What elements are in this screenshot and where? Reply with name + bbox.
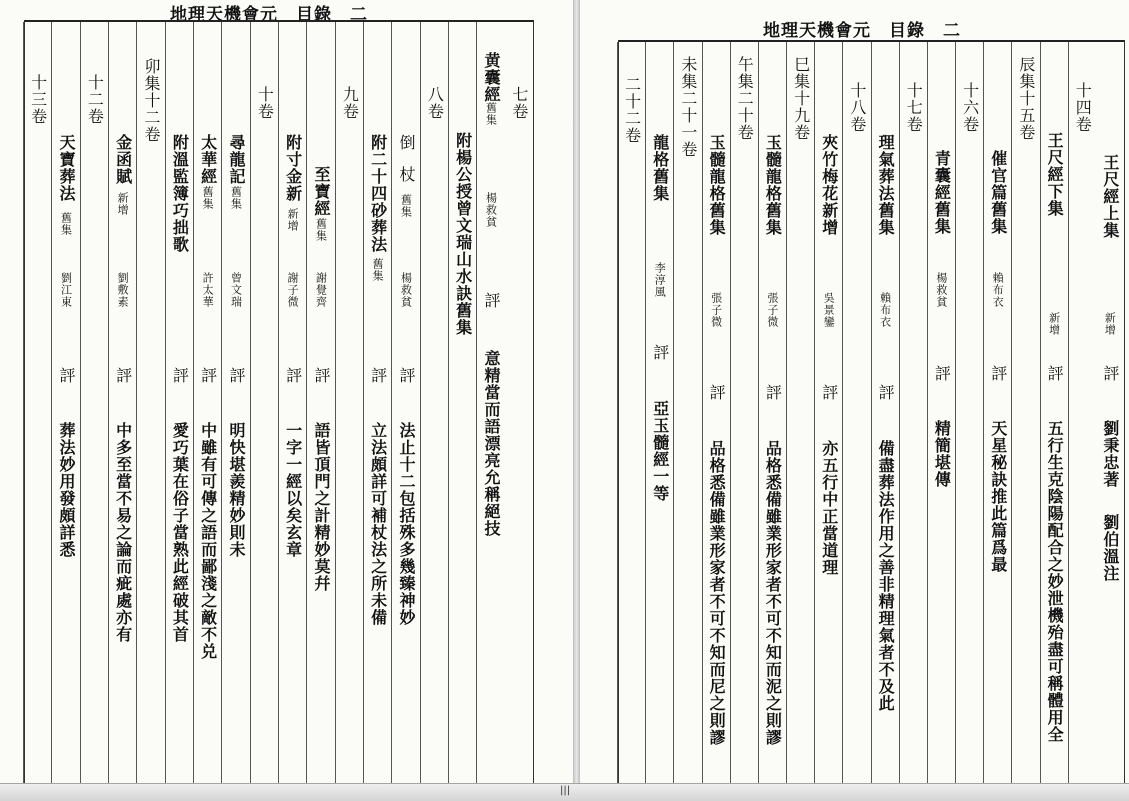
toc-column <box>23 22 51 783</box>
toc-text: 王尺經上集 <box>1100 154 1120 239</box>
toc-text: 天星秘訣推此篇爲最 <box>988 420 1008 573</box>
toc-text: 卯集十二卷 <box>142 58 161 143</box>
toc-annotation: 舊集 <box>59 212 73 236</box>
toc-column <box>730 42 758 783</box>
toc-column <box>645 42 673 783</box>
page-number: 二 <box>943 21 961 41</box>
toc-column <box>108 22 136 783</box>
toc-annotation: 謝子微 <box>286 272 300 308</box>
toc-text: 一字一經以矣玄章 <box>283 422 303 558</box>
toc-annotation: 李淳風 <box>653 262 667 298</box>
toc-text: 附寸金新 <box>283 134 303 202</box>
toc-text: 尋龍記 <box>227 134 246 185</box>
toc-text: 愛巧葉在俗子當熟此經破其首 <box>170 422 190 643</box>
toc-annotation: 新增 <box>116 192 130 216</box>
toc-text: 十二卷 <box>85 74 105 125</box>
toc-text: 評 <box>57 367 76 384</box>
toc-column <box>476 22 504 783</box>
toc-column <box>448 22 476 783</box>
toc-text: 巳集十九卷 <box>791 56 811 141</box>
toc-text: 中多至當不易之論而疵處亦有 <box>113 422 133 643</box>
toc-column <box>278 22 306 783</box>
toc-column <box>899 42 927 783</box>
toc-annotation: 劉江東 <box>59 272 73 308</box>
toc-text: 劉秉忠著 <box>1100 420 1120 488</box>
toc-text: 十八卷 <box>847 82 867 133</box>
toc-text: 評 <box>1100 365 1120 382</box>
toc-annotation: 吳景鑾 <box>822 292 836 328</box>
toc-annotation: 劉敷素 <box>116 272 130 308</box>
toc-column <box>758 42 786 783</box>
toc-annotation: 舊集 <box>484 102 498 126</box>
toc-text: 夾竹梅花新增 <box>819 134 839 236</box>
book-title: 地理天機會元 <box>170 5 278 25</box>
toc-column <box>80 22 108 783</box>
book-title: 地理天機會元 <box>763 21 871 41</box>
toc-column <box>1011 42 1039 783</box>
toc-annotation: 新增 <box>1047 312 1061 336</box>
toc-text: 評 <box>707 384 727 401</box>
toc-annotation: 賴布衣 <box>878 292 892 328</box>
toc-column <box>673 42 701 783</box>
scroll-grip-icon[interactable]: ||| <box>560 785 571 796</box>
toc-column <box>306 22 334 783</box>
toc-text: 評 <box>113 367 133 384</box>
toc-text: 中雖有可傳之語而鄙淺之敵不兑 <box>198 422 218 660</box>
toc-text: 評 <box>1045 365 1065 382</box>
toc-text: 評 <box>819 384 839 401</box>
toc-text: 意精當而語漂亮允稱絕技 <box>482 350 501 537</box>
toc-text: 黄囊經 <box>482 52 501 103</box>
toc-text: 評 <box>650 344 670 361</box>
toc-annotation: 張子微 <box>765 292 779 328</box>
toc-text: 玉髓龍格舊集 <box>707 134 727 236</box>
toc-annotation: 楊救貧 <box>484 192 498 228</box>
toc-column <box>165 22 193 783</box>
toc-text: 評 <box>283 367 303 384</box>
toc-annotation: 楊救貧 <box>934 272 948 308</box>
toc-text: 評 <box>227 367 246 384</box>
toc-text: 亦五行中正當道理 <box>819 440 839 576</box>
toc-text: 評 <box>312 367 331 384</box>
toc-column <box>505 22 533 783</box>
toc-text: 語皆頂門之計精妙莫幷 <box>312 422 331 592</box>
toc-annotation: 舊集 <box>371 258 385 282</box>
toc-text: 至寶經 <box>312 166 331 217</box>
toc-annotation: 舊集 <box>314 218 328 242</box>
toc-column <box>702 42 730 783</box>
toc-text: 評 <box>482 292 501 309</box>
toc-text: 附楊公授曾文瑞山水訣舊集 <box>453 132 473 336</box>
toc-text: 天寶葬法 <box>57 134 76 202</box>
toc-annotation: 新增 <box>1103 312 1117 336</box>
toc-text: 十七卷 <box>904 82 924 133</box>
toc-annotation: 舊集 <box>229 186 243 210</box>
toc-text: 十三卷 <box>28 74 48 125</box>
toc-text: 十四卷 <box>1073 82 1093 133</box>
toc-text: 評 <box>932 365 952 382</box>
right-page <box>580 0 1129 783</box>
toc-text: 評 <box>170 367 190 384</box>
viewer-status-bar <box>0 783 1129 801</box>
toc-text: 玉髓龍格舊集 <box>763 134 783 236</box>
toc-text: 八卷 <box>425 86 445 120</box>
toc-annotation: 楊救貧 <box>399 272 413 308</box>
toc-column <box>51 22 79 783</box>
toc-text: 龍格舊集 <box>650 134 670 202</box>
toc-text: 品格悉備雖業形家者不可不知而泥之則謬 <box>763 440 783 746</box>
left-page <box>0 0 573 783</box>
toc-text: 劉伯溫注 <box>1100 514 1120 582</box>
toc-text: 金函賦 <box>113 134 133 185</box>
toc-text: 精簡堪傳 <box>932 420 952 488</box>
toc-text: 十六卷 <box>960 82 980 133</box>
toc-text: 十卷 <box>255 86 275 120</box>
section-title: 目錄 <box>889 21 925 41</box>
toc-text: 辰集十五卷 <box>1016 56 1036 141</box>
toc-column <box>1040 42 1068 783</box>
table-of-contents-frame <box>618 40 1125 783</box>
toc-column <box>617 42 645 783</box>
toc-text: 九卷 <box>340 86 360 120</box>
toc-text: 倒 <box>397 134 416 151</box>
toc-text: 亞玉髓經一等 <box>650 400 670 502</box>
toc-text: 青囊經舊集 <box>932 150 952 235</box>
toc-column <box>1096 42 1124 783</box>
toc-text: 理氣葬法舊集 <box>876 134 896 236</box>
toc-text: 品格悉備雖業形家者不可不知而尼之則謬 <box>707 440 727 746</box>
toc-text: 法止十二包括殊多幾臻神妙 <box>397 422 416 626</box>
toc-text: 評 <box>876 384 896 401</box>
toc-text: 杖 <box>397 166 416 183</box>
toc-column <box>814 42 842 783</box>
table-of-contents-frame <box>24 20 534 783</box>
toc-column <box>871 42 899 783</box>
toc-column <box>335 22 363 783</box>
toc-text: 明快堪羨精妙則未 <box>227 422 246 558</box>
toc-text: 備盡葬法作用之善非精理氣者不及此 <box>876 440 896 712</box>
toc-text: 評 <box>763 384 783 401</box>
toc-column <box>842 42 870 783</box>
toc-column <box>193 22 221 783</box>
toc-text: 未集二十一卷 <box>678 56 698 158</box>
toc-column <box>927 42 955 783</box>
section-title: 目錄 <box>296 5 332 25</box>
toc-column <box>420 22 448 783</box>
toc-column <box>250 22 278 783</box>
toc-text: 王尺經下集 <box>1045 132 1065 217</box>
toc-column <box>363 22 391 783</box>
toc-annotation: 舊集 <box>399 194 413 218</box>
toc-text: 附二十四砂葬法 <box>368 134 388 253</box>
toc-column <box>221 22 249 783</box>
toc-annotation: 謝覺齊 <box>314 272 328 308</box>
toc-text: 催官篇舊集 <box>988 150 1008 235</box>
toc-text: 立法頗詳可補杖法之所未備 <box>368 422 388 626</box>
toc-text: 評 <box>988 365 1008 382</box>
toc-annotation: 張子微 <box>709 292 723 328</box>
toc-annotation: 舊集 <box>201 186 215 210</box>
page-header <box>763 16 979 41</box>
book-gutter <box>573 0 580 783</box>
toc-text: 評 <box>368 367 388 384</box>
toc-column <box>955 42 983 783</box>
toc-column <box>786 42 814 783</box>
page-number: 二 <box>350 5 368 25</box>
toc-text: 二十二卷 <box>622 76 642 144</box>
toc-column <box>136 22 164 783</box>
toc-column <box>1068 42 1096 783</box>
toc-text: 評 <box>397 367 416 384</box>
toc-annotation: 賴布衣 <box>991 272 1005 308</box>
toc-annotation: 新增 <box>286 208 300 232</box>
toc-annotation: 許太華 <box>201 272 215 308</box>
toc-annotation: 曾文瑞 <box>229 272 243 308</box>
toc-column <box>391 22 419 783</box>
toc-text: 太華經 <box>198 134 218 185</box>
toc-text: 葬法妙用發頗詳悉 <box>57 422 76 558</box>
toc-text: 五行生克陰陽配合之妙泄機殆盡可稱體用全 <box>1045 420 1065 743</box>
toc-text: 評 <box>198 367 218 384</box>
toc-column <box>983 42 1011 783</box>
toc-text: 附溫監簿巧拙歌 <box>170 134 190 253</box>
toc-text: 七卷 <box>509 86 529 120</box>
toc-text: 午集二十卷 <box>735 56 755 141</box>
